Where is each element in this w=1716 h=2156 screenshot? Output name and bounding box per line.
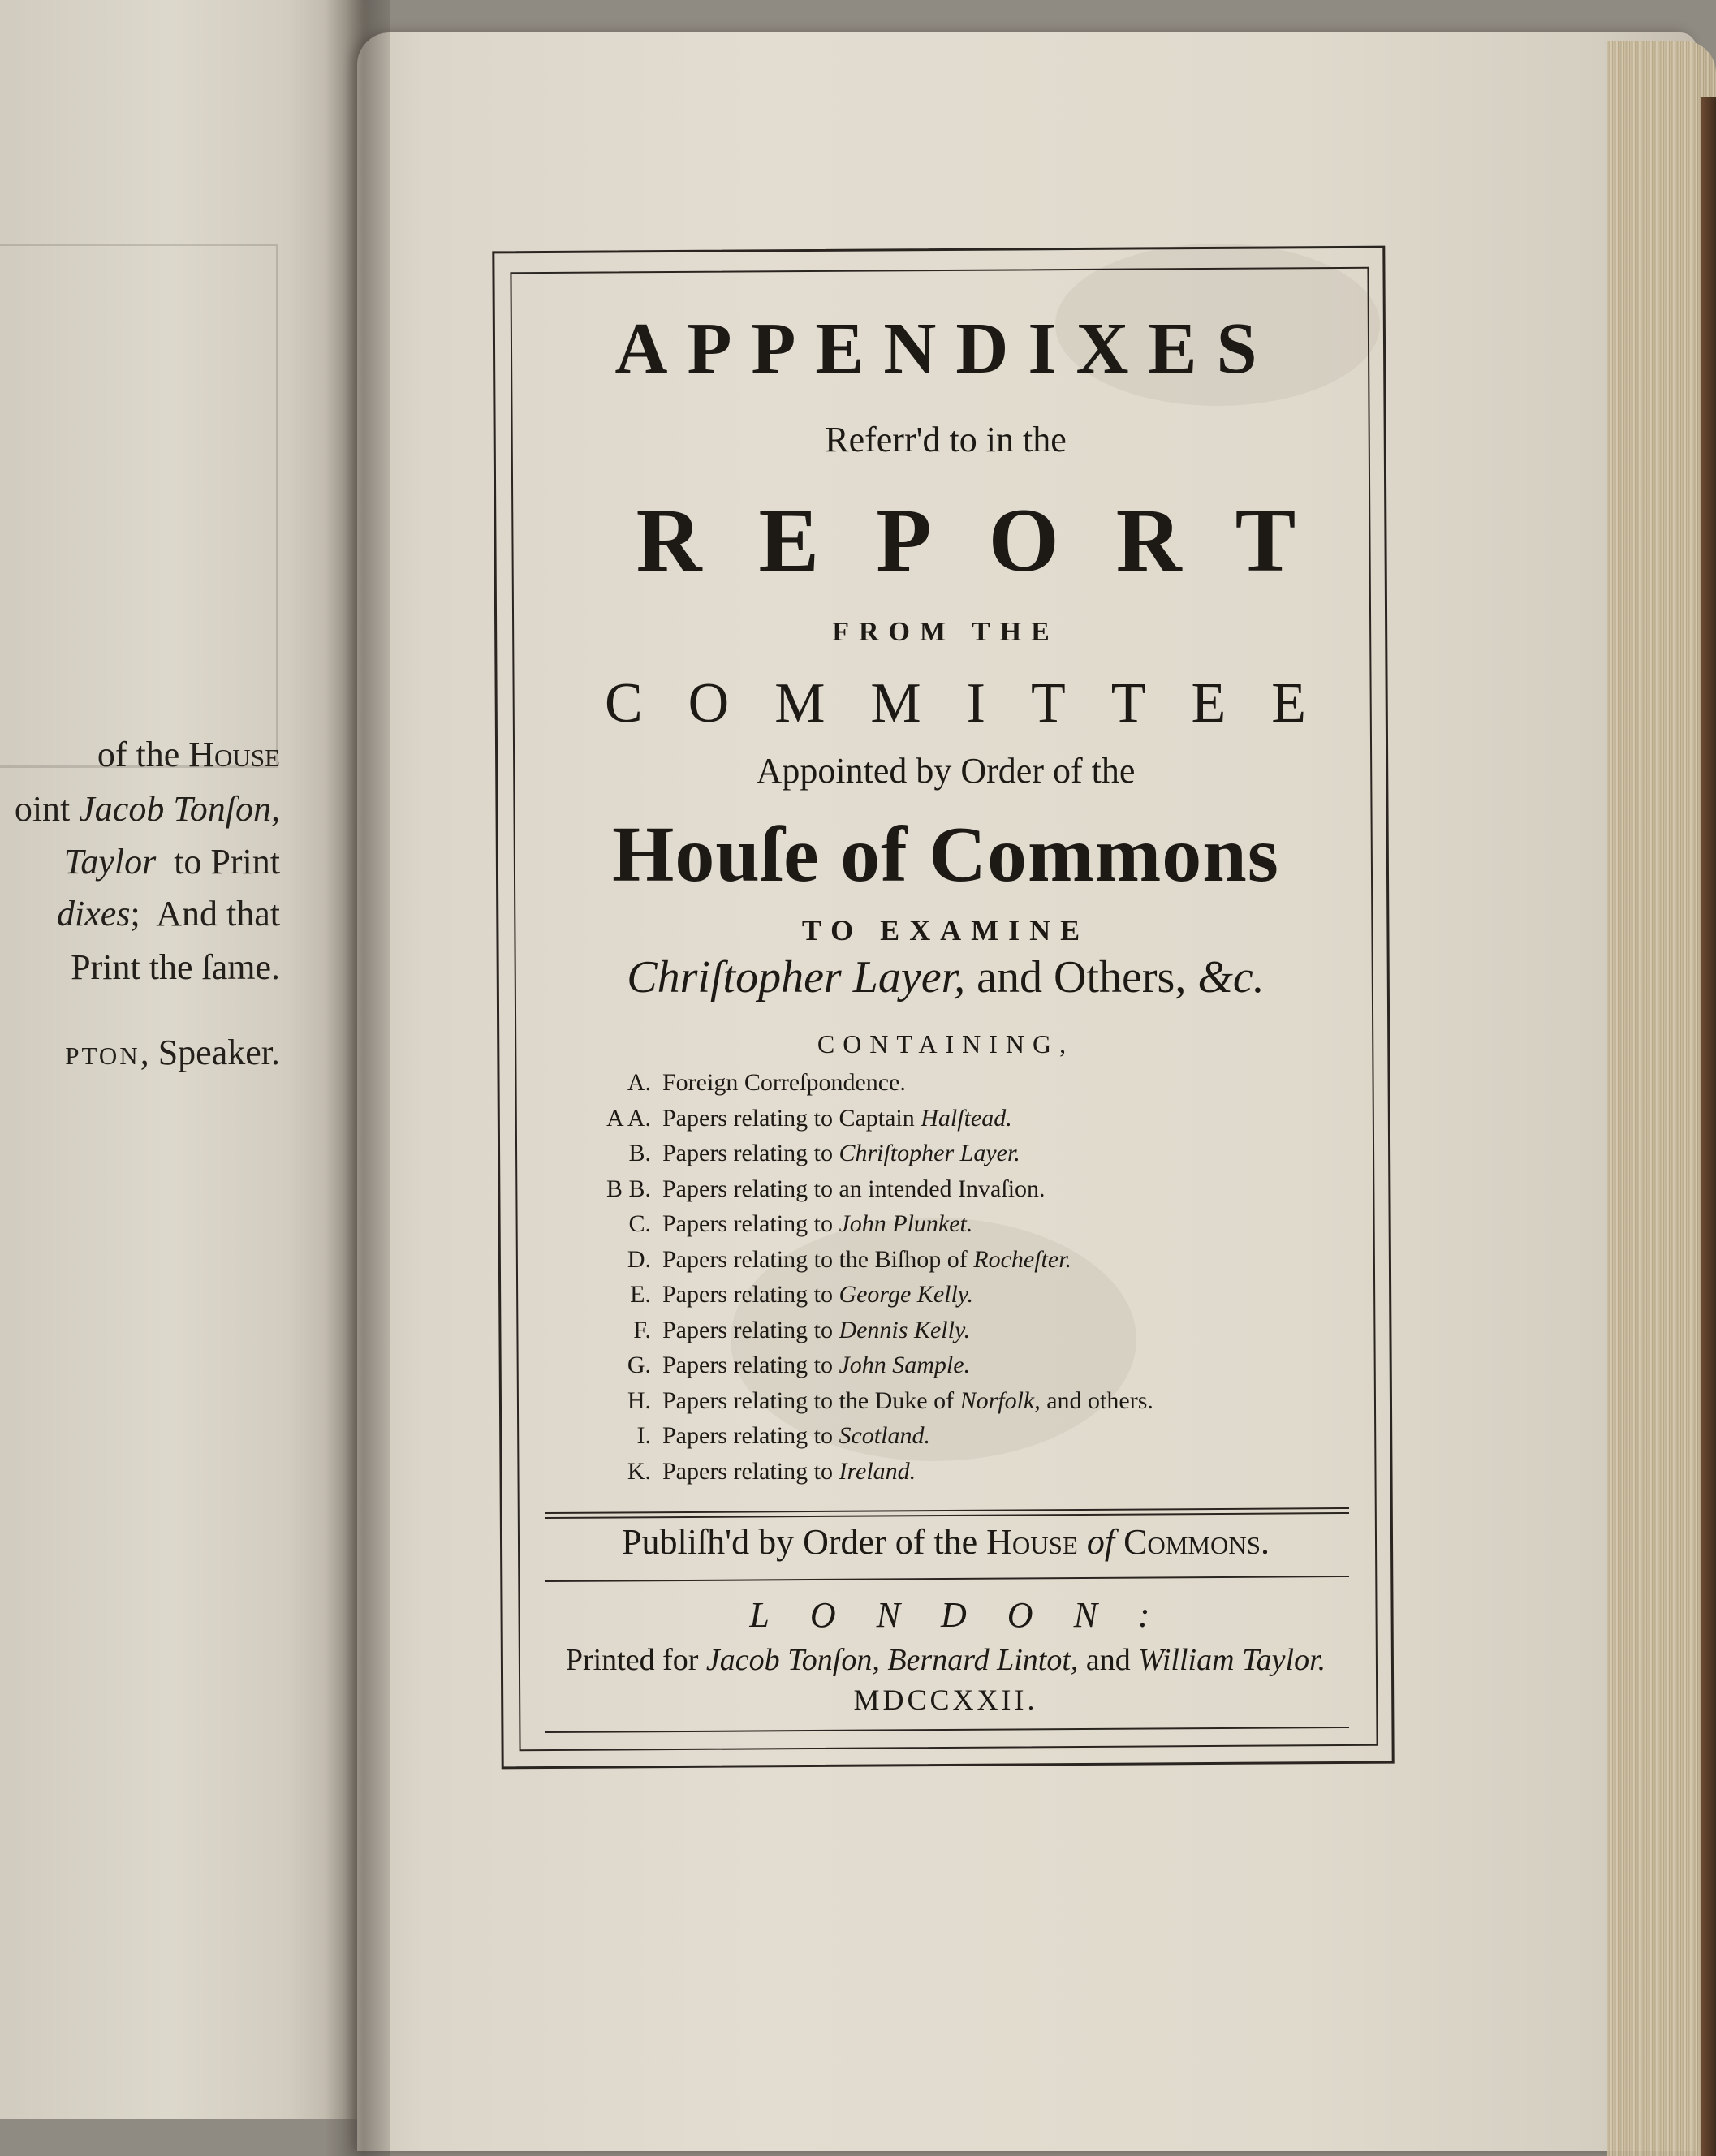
house-of-commons-heading: Houſe of Commons (612, 811, 1279, 899)
facing-line-5: Print the ſame. (71, 947, 280, 987)
appendix-item: I. Papers relating to Scotland. (636, 1422, 930, 1449)
to-examine-line: TO EXAMINE (801, 914, 1090, 946)
page-edges (1607, 41, 1716, 2156)
facing-line-3: Taylor to Print (63, 842, 280, 882)
appendix-item: D. Papers relating to the Biſhop of Rocheſter. (627, 1245, 1072, 1273)
appendix-item: F. Papers relating to Dennis Kelly. (633, 1316, 971, 1343)
published-line: Publiſh'd by Order of the House of Commons. (622, 1522, 1270, 1562)
printed-for-line: Printed for Jacob Tonſon, Bernard Lintot, and William Taylor. (565, 1643, 1326, 1677)
from-the-line: FROM THE (832, 617, 1059, 647)
facing-line-1: of the House (97, 735, 280, 774)
containing-line: CONTAINING, (817, 1029, 1075, 1059)
report-heading: REPORT (636, 490, 1353, 591)
appendix-item: C. Papers relating to John Plunket. (628, 1210, 973, 1237)
facing-line-4: dixes; And that (57, 894, 280, 934)
appendix-item: H. Papers relating to the Duke of Norfolk, and others. (627, 1386, 1153, 1414)
appendix-list (593, 1065, 1323, 1489)
book-cover-edge (1701, 97, 1716, 2156)
facing-line-2: oint Jacob Tonſon, (14, 789, 280, 829)
year-line: MDCCXXII. (853, 1684, 1038, 1716)
appendix-item: B. Papers relating to Chriſtopher Layer. (628, 1140, 1020, 1166)
facing-page-text (0, 0, 280, 2156)
committee-heading: COMMITTEE (604, 672, 1352, 735)
appendix-item: G. Papers relating to John Sample. (627, 1352, 971, 1378)
facing-line-6: pton, Speaker. (65, 1033, 280, 1072)
subtitle: Referr'd to in the (825, 420, 1067, 459)
appendix-item: E. Papers relating to George Kelly. (630, 1281, 973, 1308)
appendix-item: B B. Papers relating to an intended Invaſion. (606, 1175, 1046, 1202)
appointed-line: Appointed by Order of the (756, 751, 1136, 791)
main-title: APPENDIXES (614, 308, 1277, 389)
appendix-item: A A. Papers relating to Captain Halſtead. (606, 1104, 1012, 1132)
appendix-item: K. Papers relating to Ireland. (627, 1457, 916, 1485)
book-gutter-shadow (325, 0, 390, 2156)
christopher-layer-line: Chriſtopher Layer, and Others, &c. (627, 952, 1265, 1003)
london-line: LONDON: (749, 1595, 1191, 1635)
appendix-item: A. Foreign Correſpondence. (627, 1069, 906, 1096)
